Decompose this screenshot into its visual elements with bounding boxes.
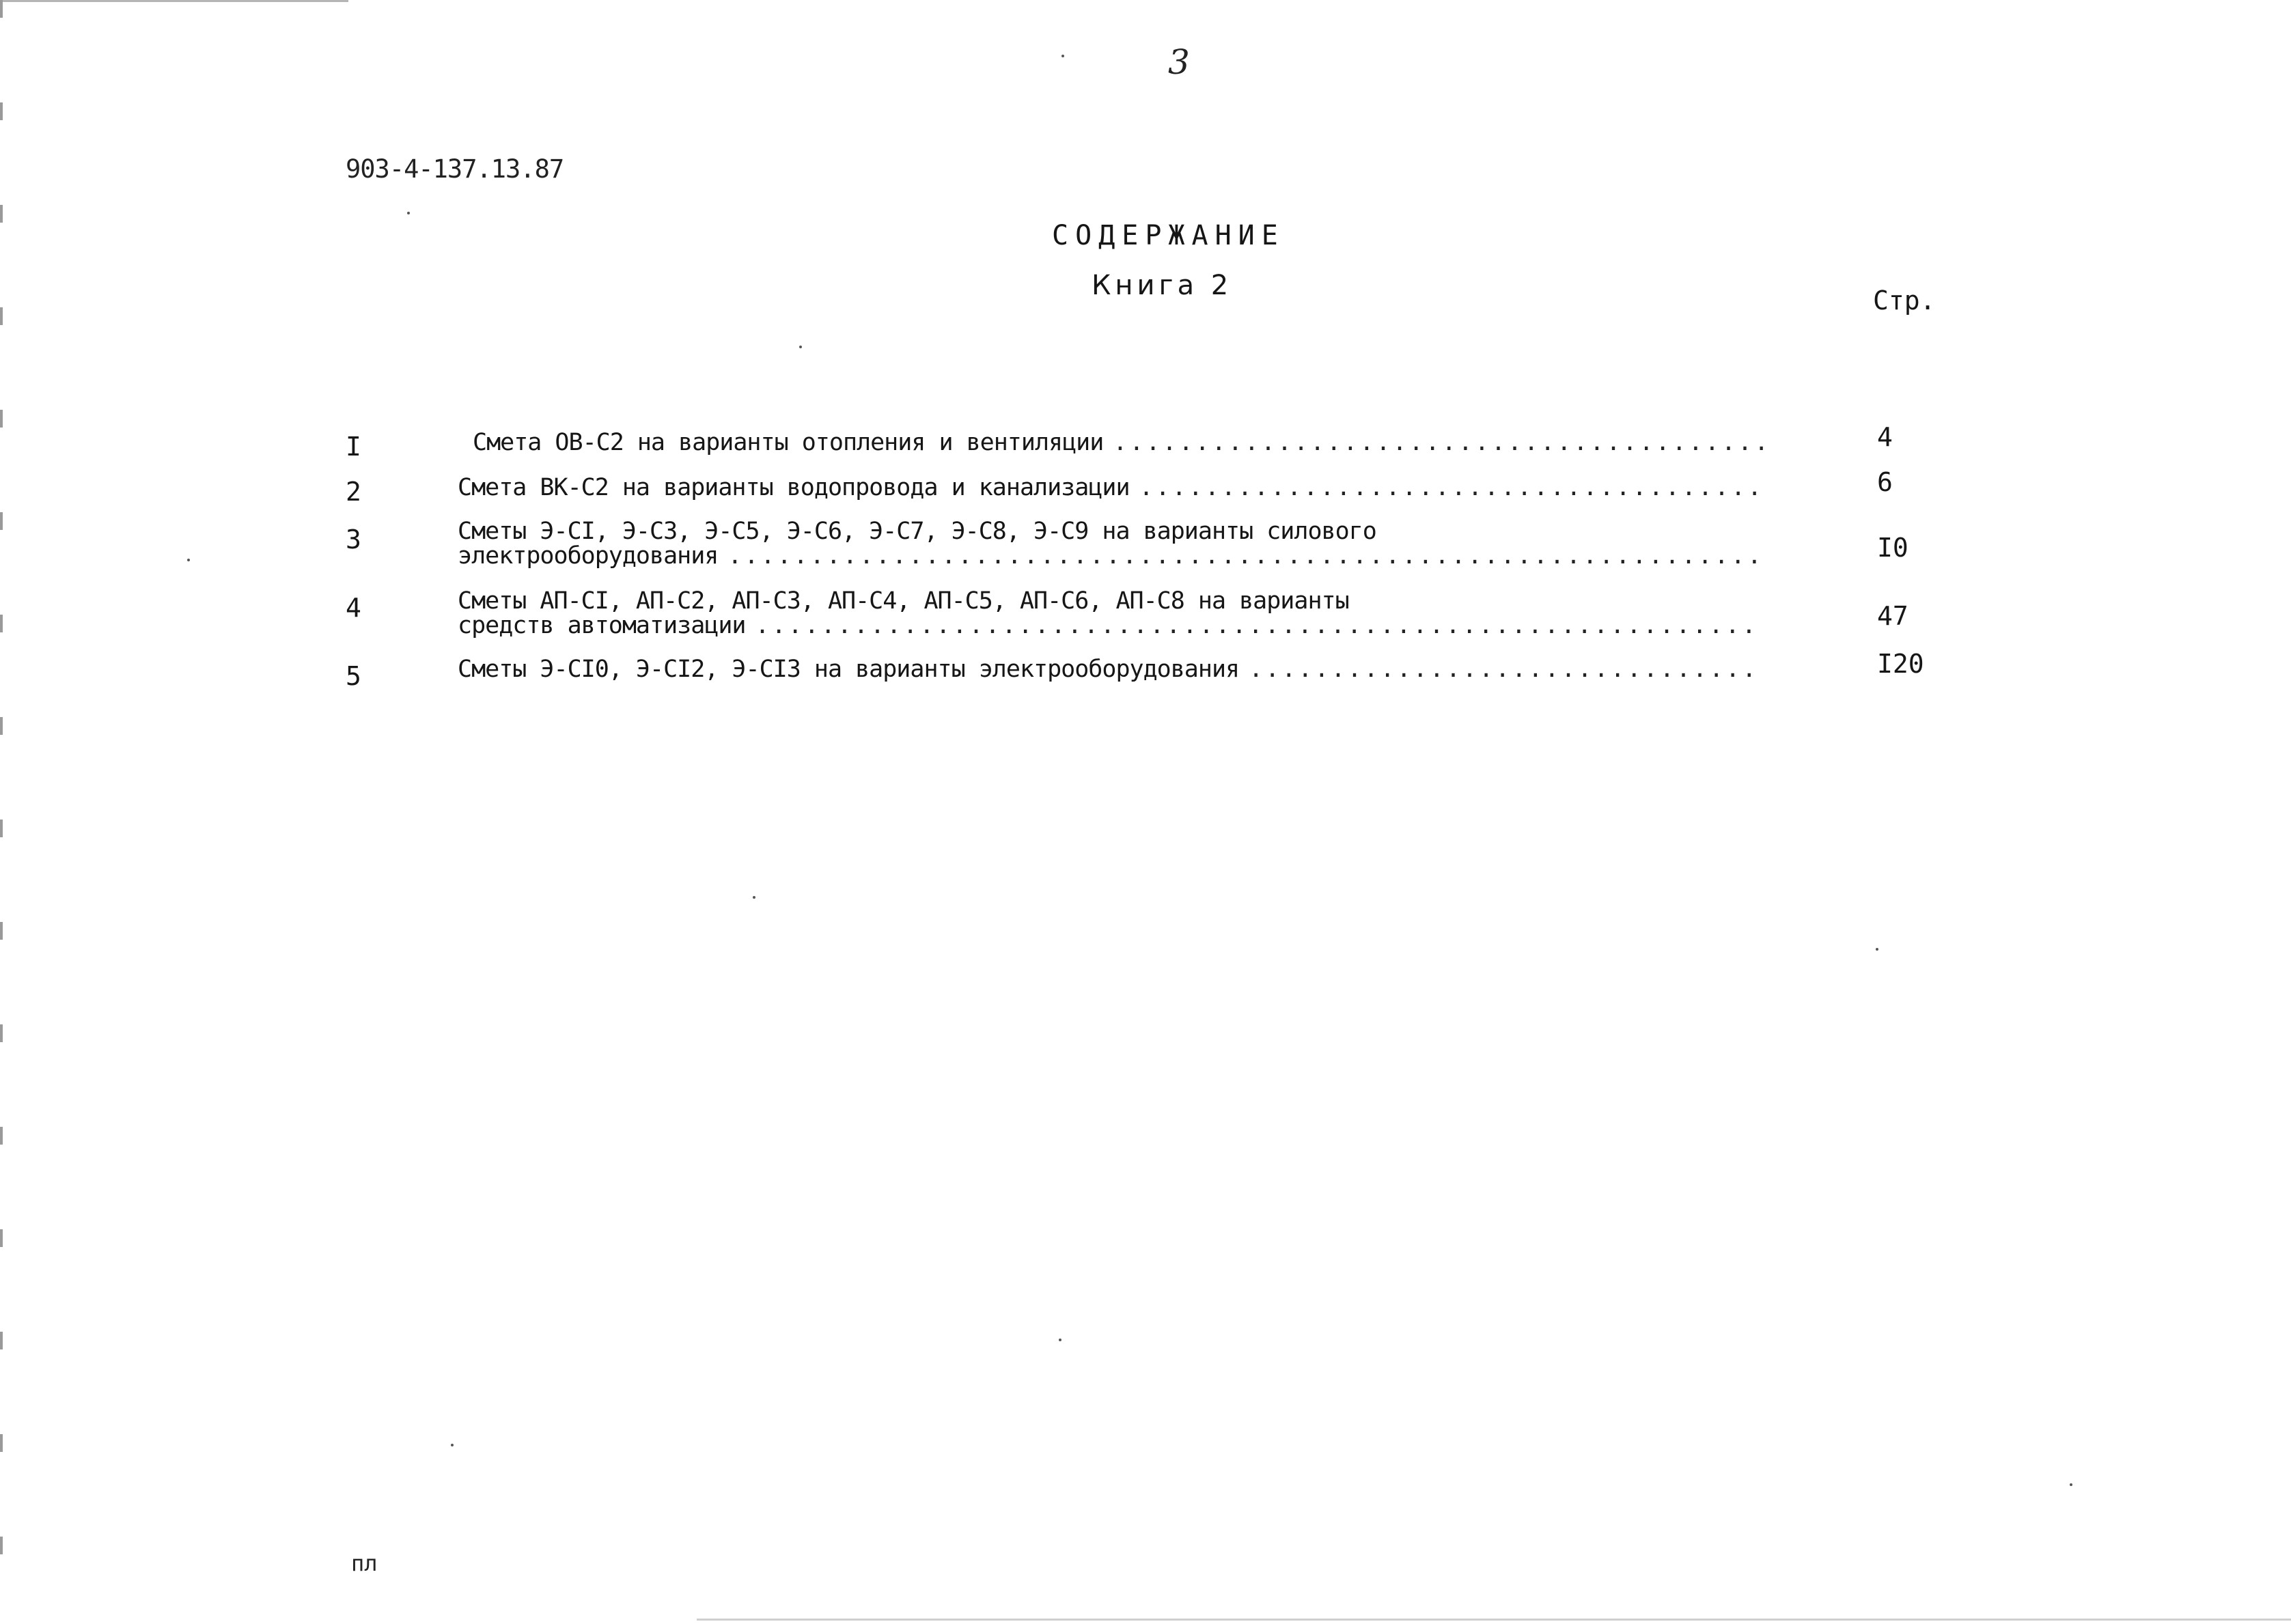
- entry-title: [473, 430, 1764, 455]
- entry-page: I0: [1877, 533, 1908, 563]
- scan-speck: [1059, 1339, 1061, 1341]
- page-number: 3: [1168, 42, 1190, 82]
- entry-line-text: средств автоматизации: [458, 613, 746, 638]
- entry-page: I20: [1877, 649, 1924, 679]
- dot-leader: [1139, 475, 1764, 500]
- entry-line: [458, 613, 1764, 638]
- scan-edge-left: [0, 0, 3, 1624]
- dot-leader: [1249, 657, 1764, 682]
- dot-leader: [755, 613, 1764, 638]
- scan-edge-bottom: [697, 1619, 2291, 1621]
- entry-title: [458, 475, 1764, 500]
- entry-line-text: Смета ОВ-С2 на варианты отопления и вентиляции: [473, 430, 1104, 455]
- entry-line-text: Смета ВК-С2 на варианты водопровода и канализации: [458, 475, 1130, 500]
- entry-page: 6: [1877, 467, 1893, 497]
- entry-line-text: Сметы Э-СI0, Э-СI2, Э-СI3 на варианты электрооборудования: [458, 657, 1240, 682]
- scan-speck: [2070, 1483, 2072, 1486]
- entry-line-text: электрооборудования: [458, 544, 719, 568]
- scan-speck: [407, 212, 410, 214]
- document-code: 903-4-137.13.87: [346, 154, 564, 184]
- dot-leader: [727, 544, 1764, 568]
- entry-page: 47: [1877, 601, 1908, 631]
- entry-number: I: [346, 432, 361, 462]
- entry-title: [458, 519, 1764, 568]
- entry-number: 4: [346, 593, 361, 623]
- entry-line: [458, 657, 1764, 682]
- entry-line-text: Сметы АП-СI, АП-С2, АП-С3, АП-С4, АП-С5, АП-С6, АП-С8 на варианты: [458, 589, 1349, 613]
- scan-speck: [451, 1444, 454, 1446]
- scan-speck: [1061, 55, 1064, 57]
- entry-line: [458, 475, 1764, 500]
- entry-line: [458, 589, 1764, 613]
- scan-speck: [753, 896, 755, 899]
- toc-title: СОДЕРЖАНИЕ: [1052, 220, 1285, 251]
- entry-page: 4: [1877, 422, 1893, 452]
- entry-number: 2: [346, 477, 361, 507]
- entry-title: [458, 657, 1764, 682]
- entry-line: [473, 430, 1764, 455]
- entry-number: 3: [346, 524, 361, 555]
- scan-speck: [187, 559, 190, 561]
- dot-leader: [1113, 430, 1764, 455]
- entry-line: [458, 544, 1764, 568]
- entry-number: 5: [346, 661, 361, 691]
- page-column-header: Стр.: [1873, 285, 1936, 316]
- scan-speck: [799, 346, 802, 348]
- scan-speck: [1876, 948, 1878, 951]
- entry-line: [458, 519, 1764, 544]
- entry-line-text: Сметы Э-СI, Э-С3, Э-С5, Э-С6, Э-С7, Э-С8, Э-С9 на варианты силового: [458, 519, 1376, 544]
- book-label: Книга 2: [1092, 270, 1233, 301]
- entry-title: [458, 589, 1764, 638]
- scan-edge-top: [0, 0, 348, 2]
- footer-mark: пл: [351, 1550, 378, 1576]
